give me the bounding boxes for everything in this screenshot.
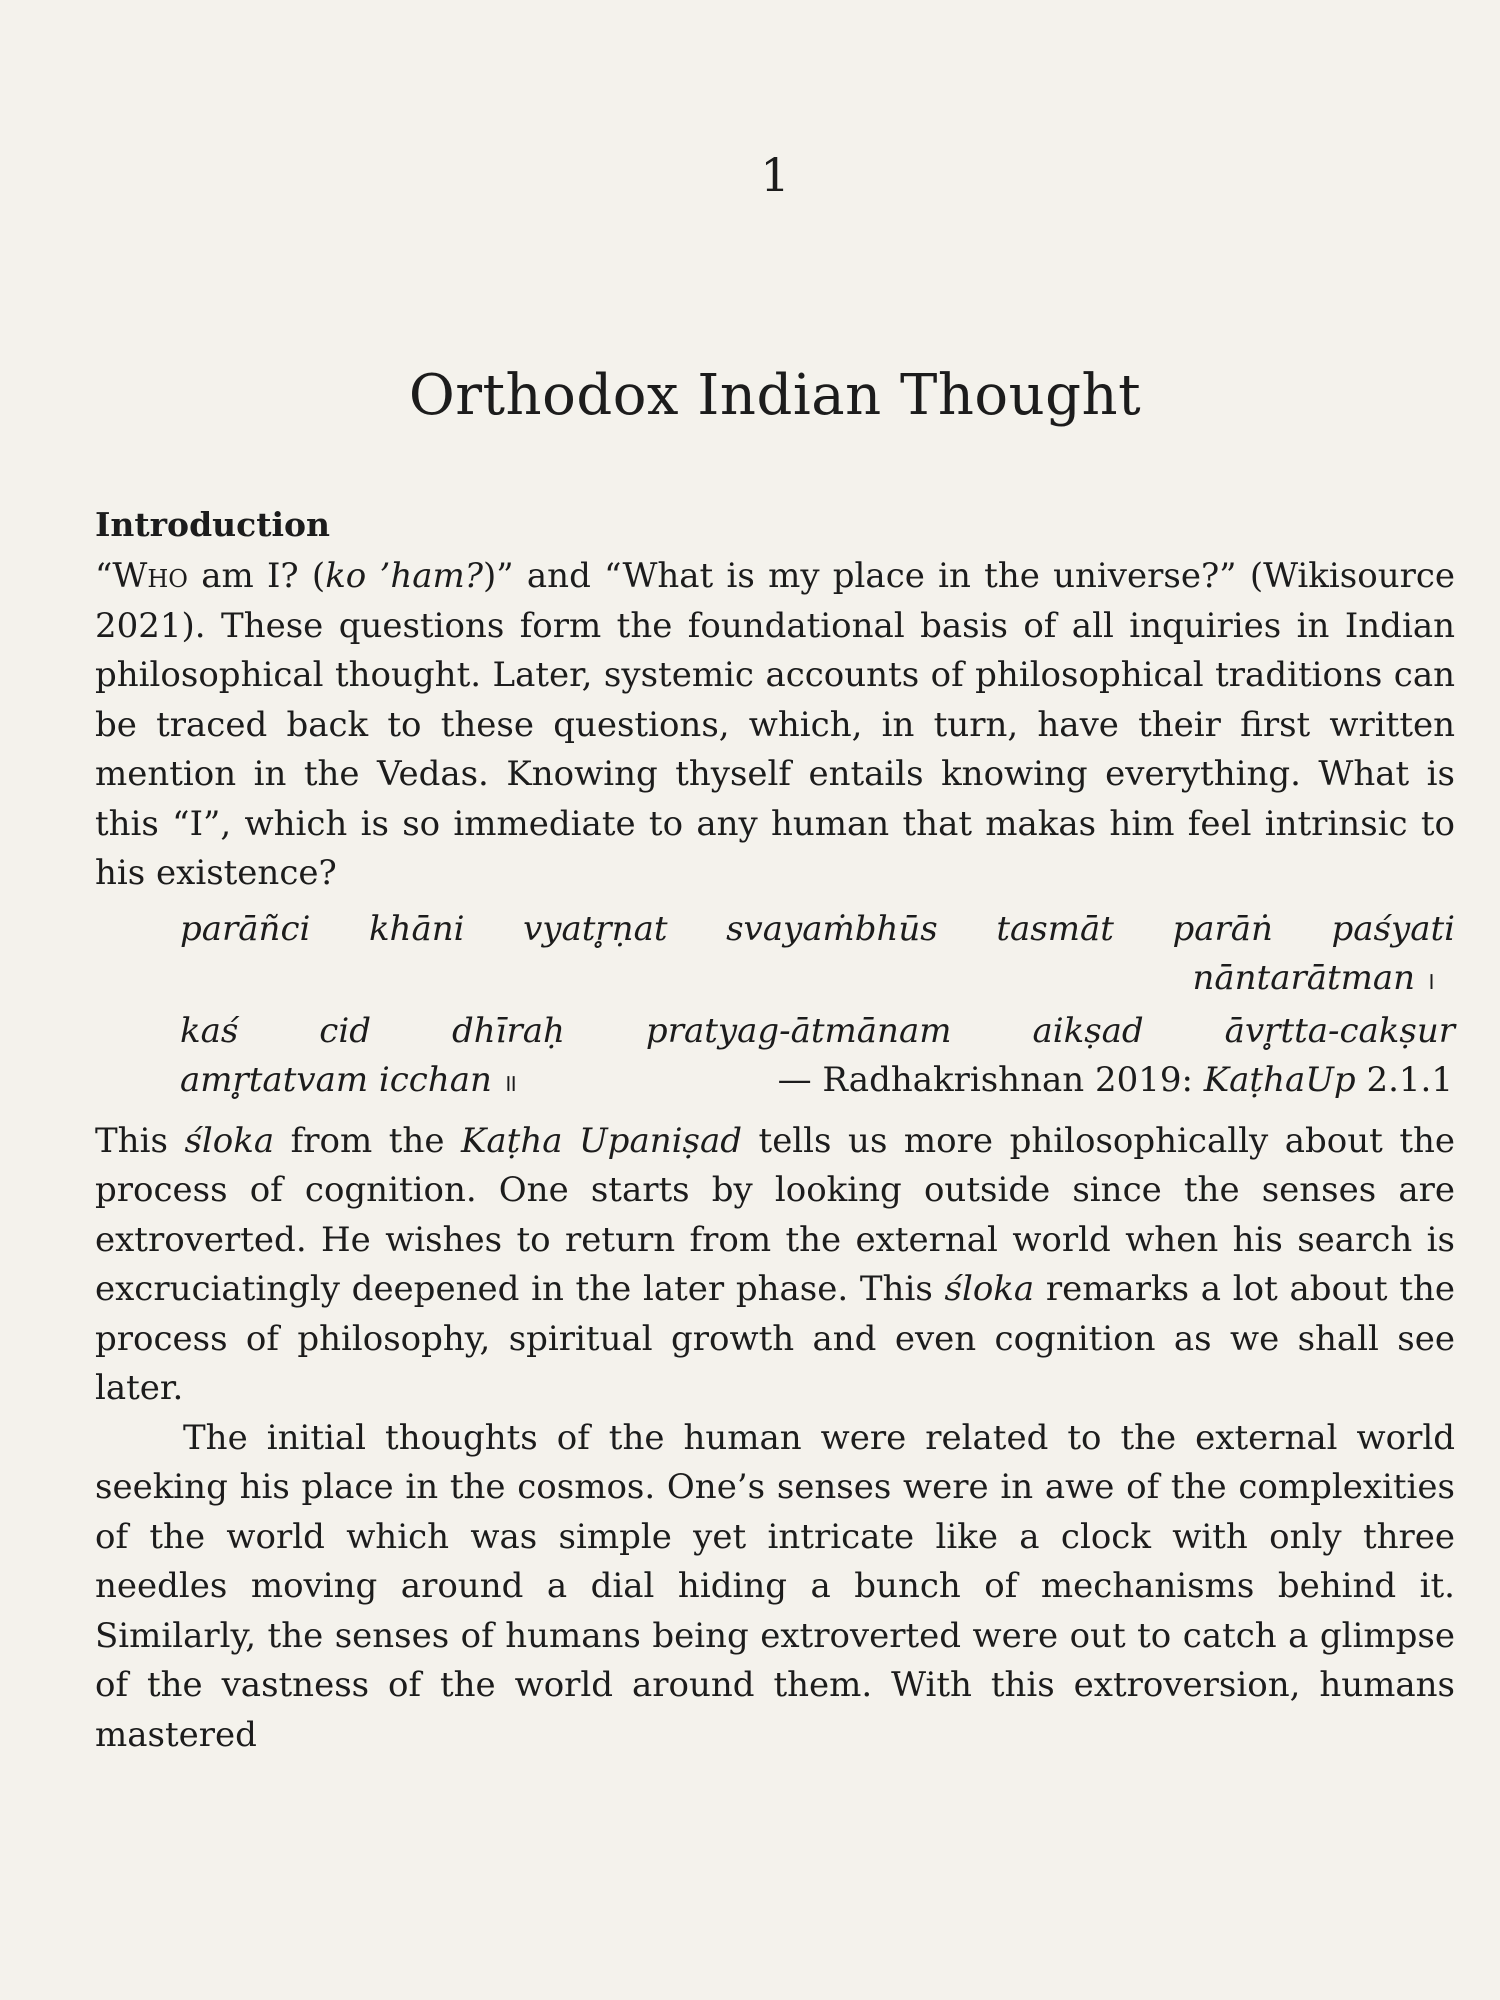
verse-line-3: kaś cid dhīraḥ pratyag-ātmānam aikṣad āvr̥tta-cakṣur — [180, 1010, 1455, 1051]
chapter-number: 1 — [760, 148, 790, 202]
verse-line-2 — [180, 954, 1455, 1007]
double-danda-mark: ॥ — [502, 1069, 518, 1097]
body-text — [95, 500, 1455, 1760]
verse-word: nāntarātman — [1192, 958, 1416, 998]
citation-ref: 2.1.1 — [1355, 1060, 1453, 1100]
text-span: This — [95, 1120, 185, 1161]
small-caps-who: Who — [112, 556, 188, 596]
sanskrit-term-ko-ham: ko ’ham? — [325, 556, 483, 596]
section-heading: Introduction — [95, 505, 331, 544]
verse-citation — [778, 1056, 1455, 1106]
term-katha-upanisad: Kaṭha Upaniṣad — [460, 1120, 742, 1161]
verse-word: amr̥tatvam icchan — [180, 1060, 492, 1100]
text-span: )” and “What is my place in the universe?” (Wikisource 2021). These questions form the foundational basis of all inquiries in Indian philosophical thought. Later, systemic accounts of philosophical traditions can be traced back to these questions, which, in turn, have their first written mention in the Vedas. Knowing thyself entails knowing everything. What is this “I”, which is so immediate to any human that makas him feel intrinsic to his existence? — [95, 556, 1456, 893]
text-span: remarks a lot about the process of philosophy, spiritual growth and even cognition as we shall see later. — [95, 1269, 1455, 1408]
text-span: tells us more philosophically about the process of cognition. One starts by looking outside since the senses are extroverted. He wishes to return from the external world when his search is excruciatingly deepened in the later phase. This — [95, 1120, 1455, 1309]
paragraph-initial-thoughts: The initial thoughts of the human were related to the external world seeking his place in the cosmos. One’s senses were in awe of the complexities of the world which was simple yet intricate like a clock with only three needles moving around a dial hiding a bunch of mechanisms behind it. Similarly, the senses of humans being extroverted were out to catch a glimpse of the vastness of the world around them. With this extroversion, humans mastered — [95, 1417, 1455, 1755]
paragraph-sloka — [95, 1117, 1455, 1414]
verse-line-4 — [180, 1056, 1455, 1109]
citation-work: KaṭhaUp — [1203, 1060, 1356, 1100]
sanskrit-verse-block — [95, 905, 1455, 1109]
text-span: am I? ( — [187, 556, 326, 596]
citation-prefix: — Radhakrishnan 2019: — [777, 1060, 1204, 1100]
open-quote: “ — [95, 556, 113, 596]
danda-mark: । — [1425, 967, 1435, 995]
text-span: from the — [274, 1120, 461, 1161]
term-sloka: śloka — [944, 1269, 1035, 1309]
chapter-title: Orthodox Indian Thought — [408, 363, 1142, 428]
paragraph-intro — [95, 552, 1455, 899]
term-sloka: śloka — [184, 1120, 275, 1161]
verse-line-1: parāñci khāni vyatr̥ṇat svayaṁbhūs tasmāt parāṅ paśyati — [180, 908, 1455, 949]
